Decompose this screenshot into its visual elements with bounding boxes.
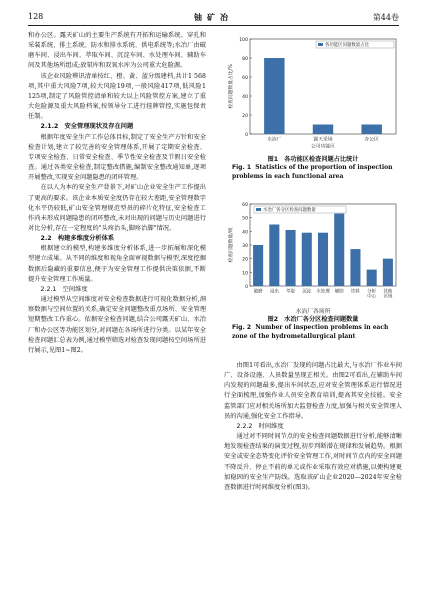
x-tick-label: 饮料 <box>351 289 360 295</box>
x-tick-label: 水处理 <box>316 289 330 295</box>
legend-swatch <box>318 43 323 46</box>
x-tick-label: 水冶厂 <box>267 137 282 143</box>
figure-2-caption-en-text: Number of inspection problems in each zone of the hydrometallurgical plant <box>232 324 389 340</box>
x-axis-label: 公司功能区 <box>311 144 335 150</box>
figure-2-caption-cn: 图2 水冶厂各分区检查问题数量 <box>267 316 359 323</box>
figure-1-label: Fig. 1 <box>232 164 251 171</box>
paragraph: 通过模型从空间维度对安全检查数据进行可视化数据分析,洞察数据与空间位置的关系,确定安全问题整改重点场所、安全管理短期整改工作重心。依据安全检查问题,结合公司露天矿山、水冶厂和办公区等功能区划分,对问题在各场所进行分类。以某年安全检查问题汇总表为例,通过模型筛选对检查发现问题按空间场所进行展示,见图1~图2。 <box>28 296 206 354</box>
paragraph: 根据建立的模型,构建多维度分析体系,进一步拓展和深化模型建立成果。从不同的维度和视角全面审视数据与模型,深度挖掘数据后隐藏的重要信息,便于为安全管理工作提供决策依据,不断提升安全管理工作质量。 <box>28 245 206 283</box>
bar <box>367 270 377 286</box>
running-header <box>28 12 399 24</box>
journal-title: 铀矿冶 <box>194 12 233 22</box>
subsection-heading: 2.2.1 空间维度 <box>40 285 88 293</box>
x-tick-label: 沉淀 <box>302 289 312 295</box>
bar <box>269 225 279 287</box>
figure-2-label: Fig. 2 <box>232 324 251 331</box>
figure-2-x-title: 水冶厂各场所 <box>295 309 331 315</box>
y-tick-label: 20 <box>242 114 248 119</box>
y-tick-label: 100 <box>239 38 248 43</box>
x-tick-label: 萃取 <box>286 289 295 295</box>
bar <box>302 233 312 286</box>
volume-label: 第44卷 <box>372 13 399 22</box>
x-tick-label: 辅助 <box>334 289 344 295</box>
y-tick-label: 50 <box>242 216 248 222</box>
paragraph: 和办公区。露天矿山的主要生产系统有开拓和运输系统、穿孔和采装系统、排土系统、防水和排水系统、供电系统等;水冶厂由破磨车间、浸出车间、萃取车间、沉淀车间、水处理车间、辅助车间及其他场所组成;放氡库和双氧水库为公司重大危险源。 <box>28 32 206 70</box>
right-column <box>224 361 402 493</box>
y-axis-label: 检查问题数量/项 <box>229 227 234 263</box>
bar <box>350 249 360 286</box>
bar <box>318 233 328 286</box>
figure-1 <box>224 31 402 181</box>
paragraph: 该企业风险辨识清单按红、橙、黄、蓝分级建档,共计1 568项,其中重大风险7项,较大风险19项,一般风险417项,低风险1 125项,制定了风险管控清单和较大以上风险管控方案,建立了重大危险源及重大风险档案,按领导分工进行挂牌管控,实施包保责任制。 <box>28 72 206 121</box>
bar <box>334 214 344 286</box>
x-tick-label: 浸出 <box>269 289 279 295</box>
y-tick-label: 40 <box>242 230 248 236</box>
figure-1-caption-en-text: Statistics of the proportion of inspection problems in each functional area <box>232 164 393 180</box>
y-tick-label: 40 <box>242 95 248 100</box>
paragraph: 在以人为本的安全生产背景下,对矿山企业安全生产工作提出了更高的要求。该企业本质安全度仍存在较大差距,安全管理数字化水平仍较低,矿山安全管理规范型员的碎片化特征,安全检查工作尚未形成问题隐患的闭环整改,未对出现的问题与历史问题进行对比分析,存在一定程度的"头疼治头,脚疼治脚"情况。 <box>28 184 206 232</box>
y-tick-label: 30 <box>242 244 248 249</box>
y-tick-label: 60 <box>242 203 248 208</box>
x-tick-label: 办公区 <box>364 137 379 143</box>
x-tick-label: 区域 <box>383 294 393 300</box>
y-tick-label: 80 <box>242 57 248 62</box>
bar <box>253 245 263 286</box>
bar <box>286 230 296 286</box>
left-column <box>28 31 206 356</box>
bar <box>383 259 393 286</box>
legend-label: 水冶厂各分区检查问题数量 <box>263 208 316 214</box>
figure-2 <box>224 200 402 341</box>
x-tick-label: 其他 <box>383 289 393 295</box>
legend-swatch <box>256 208 261 211</box>
bar <box>361 125 381 135</box>
bar <box>264 58 284 134</box>
section-heading: 2.1.2 安全管理现状及存在问题 <box>40 123 134 131</box>
y-tick-label: 0 <box>245 133 248 138</box>
header-rule <box>28 25 399 26</box>
legend-label: 各功能区问题数量占比 <box>325 43 369 49</box>
paragraph: 由图1可看出,水冶厂发现的问题占比最大,与水冶厂作业车间广、设备设施、人员数量呈现正相关。由图2可看出,在辅助车间内发现的问题最多,提出车间状态,应对安全管理体系运行情况进行全面梳理,加强作业人员安全教育培训,提高其安全技能。安全监管部门应对相关场所加大监督检查力度,加强与相关安全管理人员的沟通,强化安全工作指导。 <box>224 362 402 420</box>
page-number: 128 <box>28 12 44 21</box>
section-heading: 2.2 构建多维度分析体系 <box>40 235 115 243</box>
chart-2 <box>224 200 402 302</box>
x-tick-label: 分析 <box>367 289 377 295</box>
figure-1-caption-cn: 图1 各功能区检查问题占比统计 <box>267 156 359 163</box>
y-tick-label: 20 <box>242 257 248 263</box>
subsection-heading: 2.2.2 时间维度 <box>236 422 284 430</box>
y-axis-label: 检查问题数量占比/% <box>229 64 234 109</box>
x-tick-label: 中心 <box>367 294 377 300</box>
y-tick-label: 0 <box>245 285 248 290</box>
bar <box>313 125 333 135</box>
x-tick-label: 露天采场 <box>313 137 333 143</box>
y-tick-label: 10 <box>242 271 248 277</box>
paragraph: 通过对不同时间节点的安全检查问题数据进行分析,能够清晰地发现检查结果的演变过程,初步判断潜在规律和发展趋势。根据安全或安全态势变化评价安全管理工作,对时间节点内的安全问题不降反升、停止不前的单元或作业采取有效应对措施,以便构建更加稳固的安全生产防线。选取该矿山企业2020—2024年安全检查数据进行时间维度分析(图3)。 <box>224 433 402 491</box>
y-tick-label: 60 <box>242 76 248 81</box>
paragraph: 根据年度安全生产工作总体目标,制定了安全生产方针和安全检查计划,建立了较完善的安全管理体系,开展了定期安全检查、专项安全检查、日常安全检查、季节性安全检查及节假日安全检查。通过各类安全检查,制定整改措施,编制安全整改通知单,逐项开展整改,实现安全问题隐患的闭环管理。 <box>28 133 206 182</box>
figure-1-caption-en <box>224 164 402 181</box>
chart-1 <box>224 31 402 151</box>
figure-2-caption-en <box>224 324 402 341</box>
x-tick-label: 破磨 <box>253 289 263 295</box>
